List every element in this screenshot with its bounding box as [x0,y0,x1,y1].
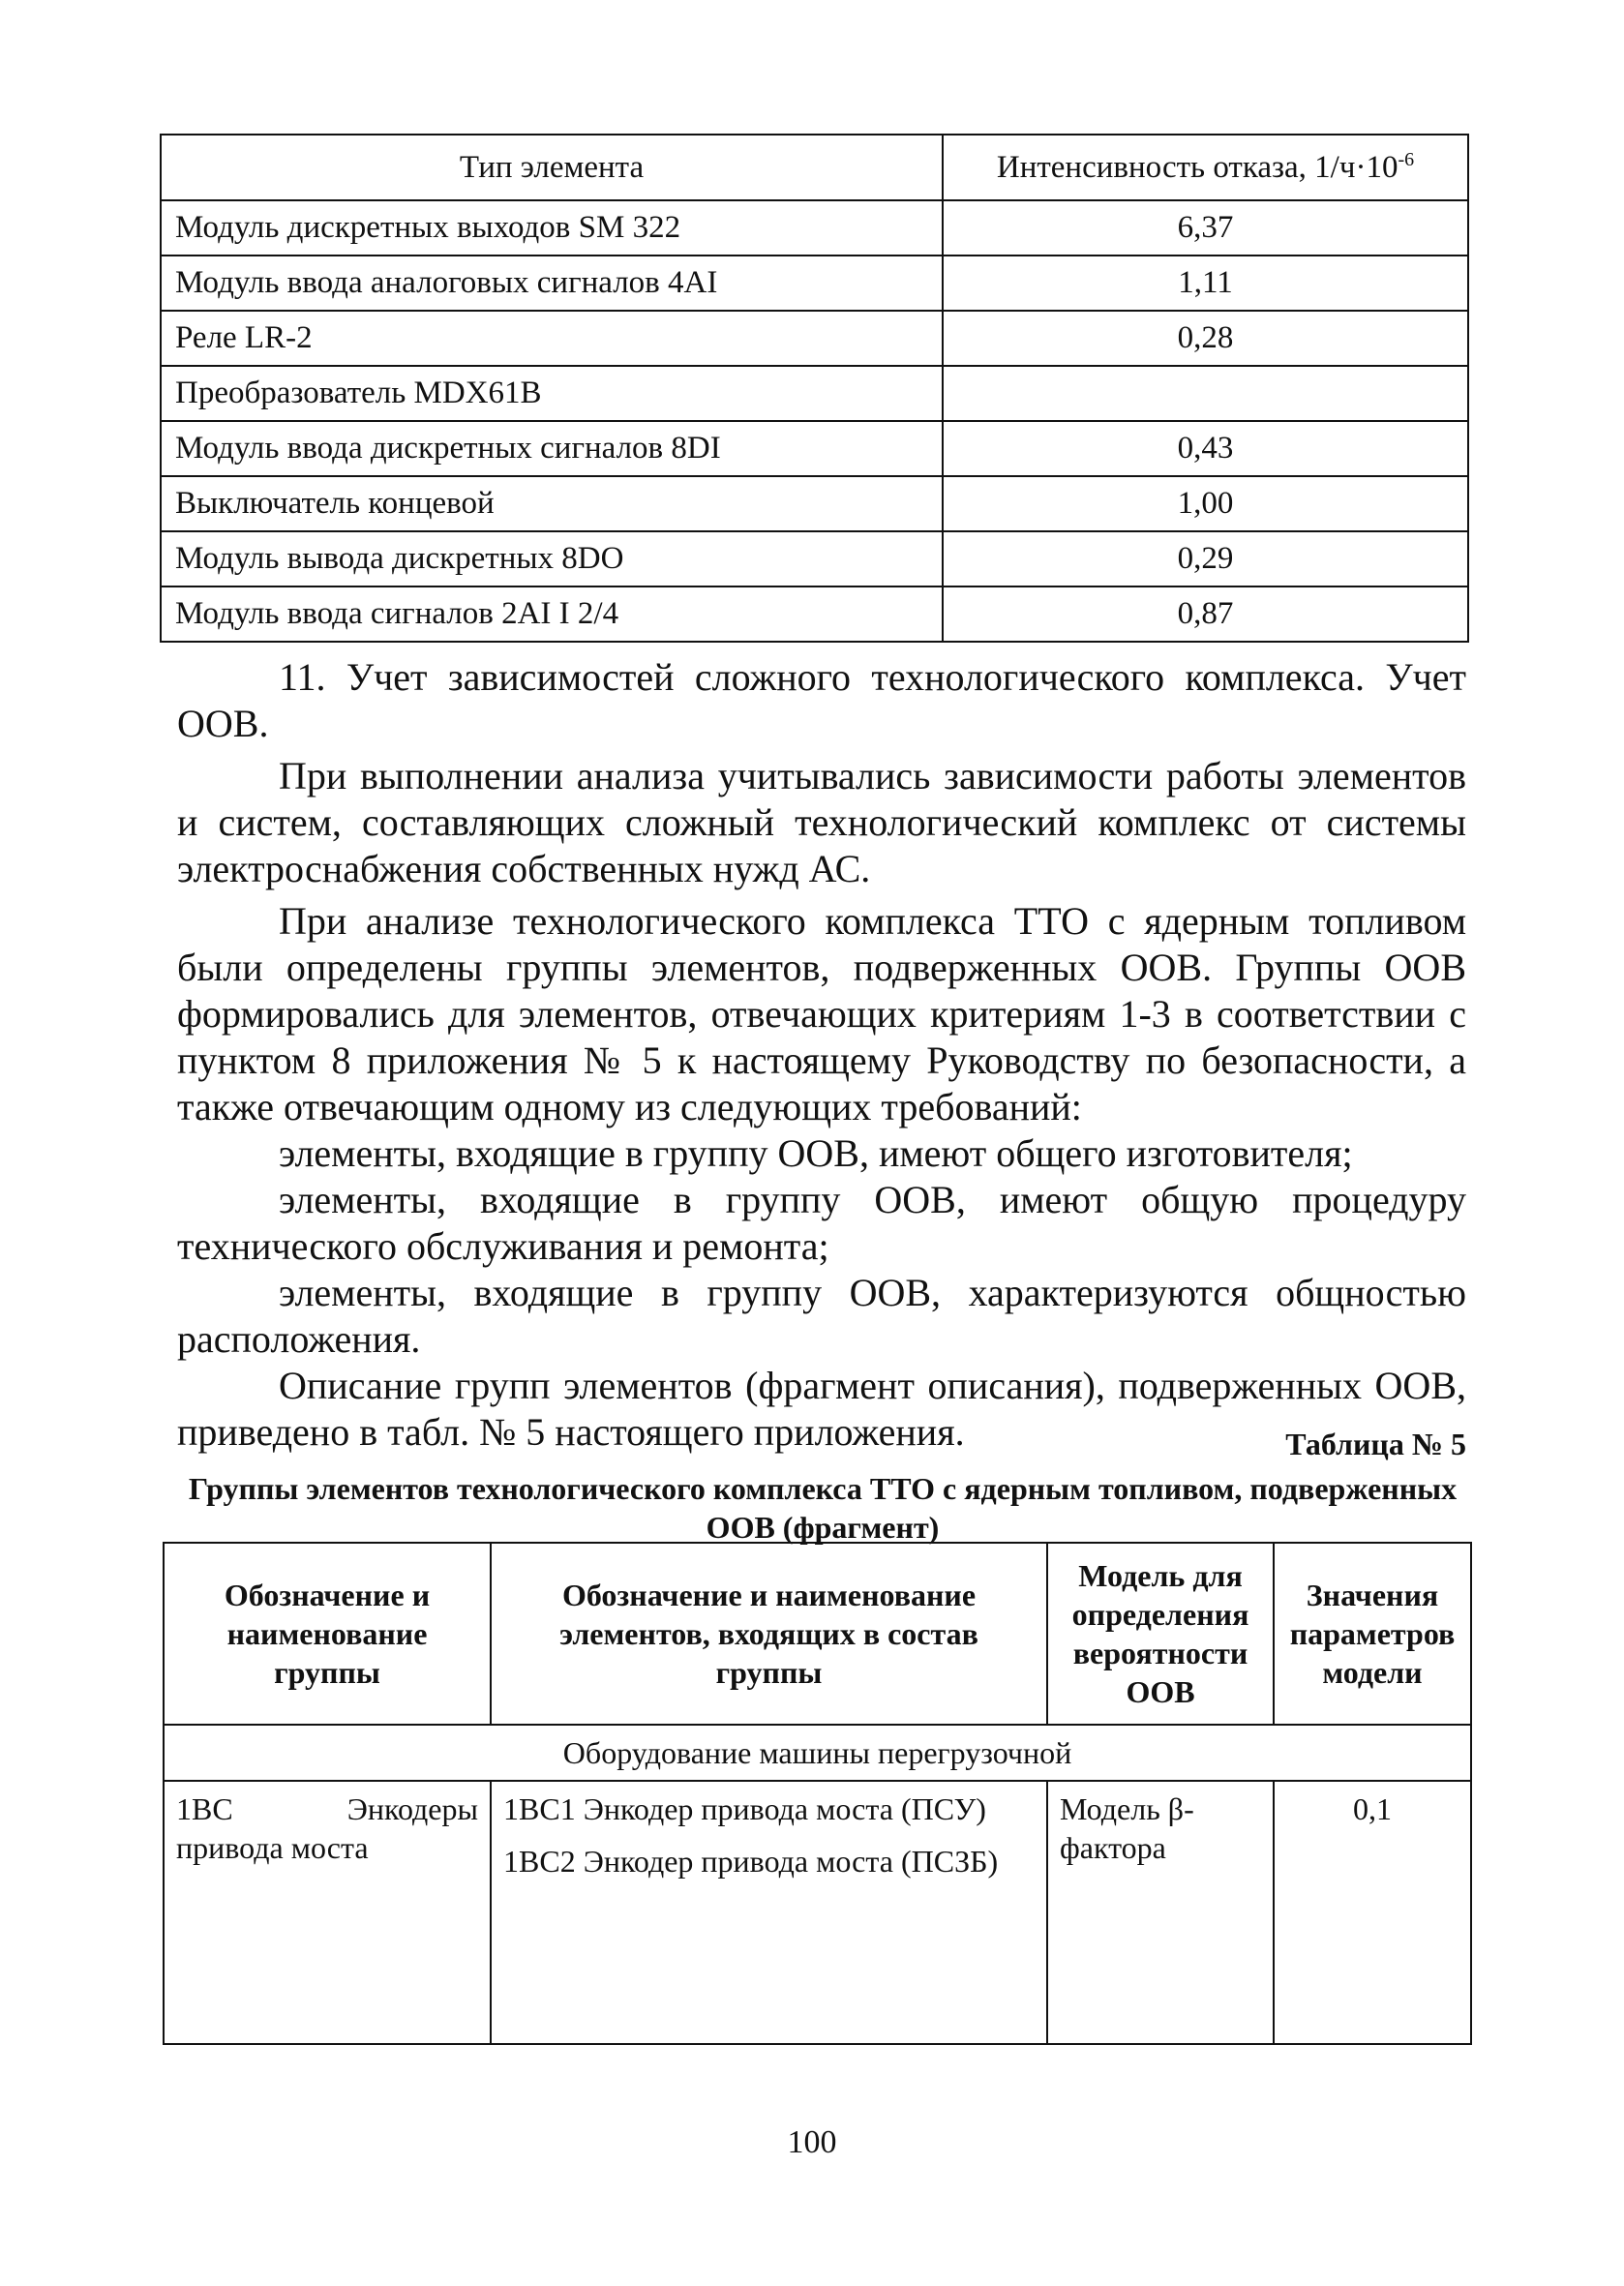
table-row [161,421,1468,476]
ccf-groups-table [163,1542,1472,2045]
row-name: Модуль ввода аналоговых сигналов 4AI [161,256,943,311]
requirement-item: элементы, входящие в группу ООВ, имеют общую процедуру технического обслуживания и ремонта; [177,1178,1466,1268]
table-header-row [161,135,1468,200]
table-number: Таблица № 5 [1285,1427,1466,1461]
header-elements: Обозначение и наименование элементов, входящих в состав группы [491,1543,1047,1725]
paragraph: При выполнении анализа учитывались зависимости работы элементов и систем, составляющих сложный технологический комплекс от системы электроснабжения собственных нужд АС. [177,754,1466,890]
group-cell: 1ВС Энкодеры привода моста [164,1781,491,2044]
table-row [164,1781,1471,2044]
header-group: Обозначение и наименование группы [164,1543,491,1725]
row-name: Модуль дискретных выходов SM 322 [161,200,943,256]
header-model: Модель для определения вероятности ООВ [1047,1543,1274,1725]
table-row [161,200,1468,256]
row-value: 0,28 [943,311,1468,366]
paragraph: При анализе технологического комплекса ТТО с ядерным топливом были определены группы элементов, подверженных ООВ. Группы ООВ формировались для элементов, отвечающих критериям 1-3 в соответствии с пунктом 8 приложения № 5 к настоящему Руководству по безопасности, а также отвечающим одному из следующих требований: [177,899,1466,1128]
row-value: 1,11 [943,256,1468,311]
row-name: Реле LR-2 [161,311,943,366]
row-value: 6,37 [943,200,1468,256]
page-number: 100 [787,2124,837,2160]
failure-rate-table [160,134,1469,643]
row-value: 0,29 [943,531,1468,587]
row-name: Выключатель концевой [161,476,943,531]
requirement-item: элементы, входящие в группу ООВ, характеризуются общностью расположения. [177,1271,1466,1361]
body-text [177,654,1466,1456]
table-row [161,256,1468,311]
row-name: Преобразователь MDX61B [161,366,943,421]
element-item: 1ВС2 Энкодер привода моста (ПСЗБ) [503,1844,999,1879]
requirement-item: элементы, входящие в группу ООВ, имеют общего изготовителя; [279,1131,1353,1175]
row-name: Модуль вывода дискретных 8DO [161,531,943,587]
model-cell: Модель β-фактора [1047,1781,1274,2044]
elements-cell [491,1781,1047,2044]
element-item: 1ВС1 Энкодер привода моста (ПСУ) [503,1791,986,1826]
paragraph: Описание групп элементов (фрагмент описания), подверженных ООВ, приведено в табл. № 5 настоящего приложения. [177,1364,1466,1454]
table-header-row [164,1543,1471,1725]
table-row [161,311,1468,366]
row-name: Модуль ввода дискретных сигналов 8DI [161,421,943,476]
row-value [943,366,1468,421]
header-parameters: Значения параметров модели [1274,1543,1471,1725]
table-row [161,587,1468,642]
header-failure-rate: Интенсивность отказа, $1/ч\cdot 10^{-6}$ [943,135,1468,200]
row-value: 0,87 [943,587,1468,642]
section-row [164,1725,1471,1781]
table-row [161,531,1468,587]
value-cell: 0,1 [1274,1781,1471,2044]
row-value: 0,43 [943,421,1468,476]
row-value: 1,00 [943,476,1468,531]
row-name: Модуль ввода сигналов 2AI I 2/4 [161,587,943,642]
section-heading: 11. Учет зависимостей сложного технологического комплекса. Учет ООВ. [177,655,1466,745]
table-row [161,366,1468,421]
section-label: Оборудование машины перегрузочной [164,1725,1471,1781]
table-row [161,476,1468,531]
table-title: Группы элементов технологического комплекса ТТО с ядерным топливом, подверженных ООВ (фрагмент) [188,1471,1458,1545]
header-element-type: Тип элемента [161,135,943,200]
